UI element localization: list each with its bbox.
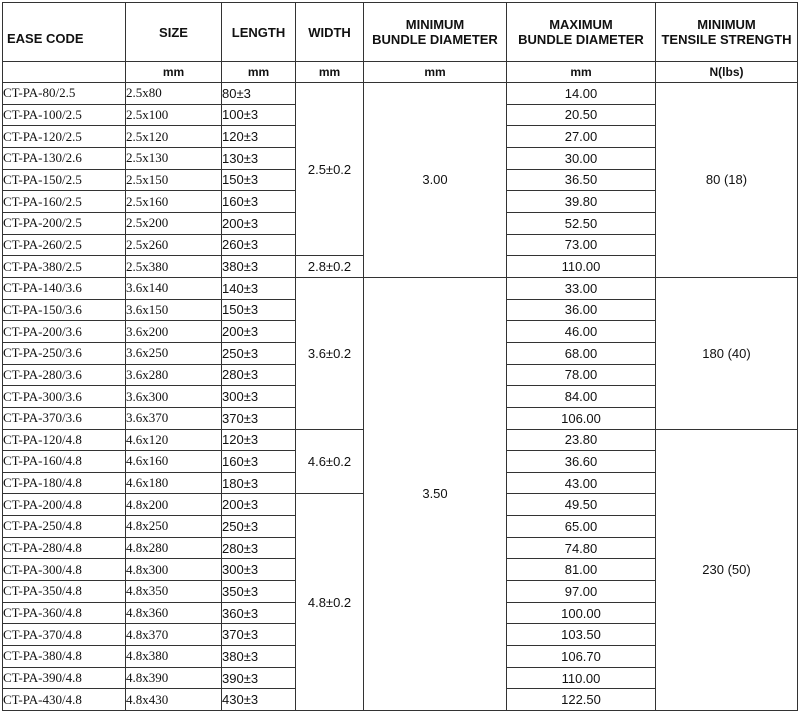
header-row [3,3,798,62]
row-max-bundle: 84.00 [507,386,656,408]
width-cell: 2.8±0.2 [296,256,364,278]
row-max-bundle: 100.00 [507,602,656,624]
row-size: 4.8x360 [126,602,222,624]
row-size: 2.5x120 [126,126,222,148]
row-length: 430±3 [222,689,296,711]
tensile-cell: 230 (50) [656,429,798,711]
row-max-bundle: 49.50 [507,494,656,516]
row-ease-code: CT-PA-430/4.8 [3,689,126,711]
row-max-bundle: 36.00 [507,299,656,321]
row-length: 200±3 [222,321,296,343]
row-length: 380±3 [222,256,296,278]
row-max-bundle: 78.00 [507,364,656,386]
row-max-bundle: 73.00 [507,234,656,256]
row-max-bundle: 39.80 [507,191,656,213]
table-row [3,83,798,105]
header-tensile-line1: MINIMUM [697,17,756,32]
row-length: 350±3 [222,581,296,603]
row-length: 280±3 [222,364,296,386]
row-length: 180±3 [222,472,296,494]
row-size: 2.5x100 [126,104,222,126]
tensile-cell: 180 (40) [656,277,798,429]
row-length: 140±3 [222,277,296,299]
row-length: 80±3 [222,83,296,105]
row-length: 160±3 [222,451,296,473]
row-ease-code: CT-PA-370/3.6 [3,407,126,429]
unit-min-bundle: mm [364,62,507,83]
row-length: 370±3 [222,407,296,429]
row-ease-code: CT-PA-350/4.8 [3,581,126,603]
row-max-bundle: 65.00 [507,516,656,538]
spec-table [2,2,798,711]
unit-width: mm [296,62,364,83]
row-length: 120±3 [222,126,296,148]
row-ease-code: CT-PA-280/3.6 [3,364,126,386]
header-length: LENGTH [222,3,296,62]
row-size: 2.5x260 [126,234,222,256]
row-size: 3.6x280 [126,364,222,386]
row-size: 4.6x120 [126,429,222,451]
row-ease-code: CT-PA-200/3.6 [3,321,126,343]
row-max-bundle: 97.00 [507,581,656,603]
row-length: 360±3 [222,602,296,624]
row-size: 3.6x250 [126,342,222,364]
row-length: 150±3 [222,169,296,191]
row-length: 370±3 [222,624,296,646]
header-min-bundle-line2: BUNDLE DIAMETER [372,32,498,47]
row-size: 4.8x390 [126,667,222,689]
row-length: 260±3 [222,234,296,256]
header-size: SIZE [126,3,222,62]
unit-size: mm [126,62,222,83]
header-max-bundle-line2: BUNDLE DIAMETER [518,32,644,47]
row-length: 390±3 [222,667,296,689]
header-tensile [656,3,798,62]
row-max-bundle: 106.70 [507,646,656,668]
header-max-bundle-line1: MAXIMUM [549,17,613,32]
row-ease-code: CT-PA-280/4.8 [3,537,126,559]
row-length: 200±3 [222,212,296,234]
row-ease-code: CT-PA-370/4.8 [3,624,126,646]
row-size: 2.5x80 [126,83,222,105]
row-ease-code: CT-PA-160/2.5 [3,191,126,213]
row-ease-code: CT-PA-140/3.6 [3,277,126,299]
row-max-bundle: 122.50 [507,689,656,711]
row-size: 4.8x350 [126,581,222,603]
row-max-bundle: 20.50 [507,104,656,126]
min-bundle-cell: 3.50 [364,277,507,710]
row-size: 2.5x160 [126,191,222,213]
row-size: 3.6x140 [126,277,222,299]
unit-length: mm [222,62,296,83]
row-size: 4.8x300 [126,559,222,581]
row-max-bundle: 46.00 [507,321,656,343]
row-length: 250±3 [222,516,296,538]
row-max-bundle: 36.50 [507,169,656,191]
row-ease-code: CT-PA-380/2.5 [3,256,126,278]
row-size: 4.8x250 [126,516,222,538]
row-ease-code: CT-PA-200/4.8 [3,494,126,516]
row-max-bundle: 81.00 [507,559,656,581]
row-ease-code: CT-PA-80/2.5 [3,83,126,105]
row-size: 2.5x130 [126,147,222,169]
row-ease-code: CT-PA-130/2.6 [3,147,126,169]
row-size: 3.6x150 [126,299,222,321]
unit-max-bundle: mm [507,62,656,83]
row-length: 250±3 [222,342,296,364]
row-ease-code: CT-PA-380/4.8 [3,646,126,668]
width-cell: 4.6±0.2 [296,429,364,494]
header-max-bundle [507,3,656,62]
tensile-cell: 80 (18) [656,83,798,278]
row-length: 200±3 [222,494,296,516]
row-size: 4.8x280 [126,537,222,559]
units-row [3,62,798,83]
min-bundle-cell: 3.00 [364,83,507,278]
header-min-bundle [364,3,507,62]
row-max-bundle: 74.80 [507,537,656,559]
row-max-bundle: 43.00 [507,472,656,494]
row-ease-code: CT-PA-180/4.8 [3,472,126,494]
table-body [3,83,798,711]
row-max-bundle: 106.00 [507,407,656,429]
row-size: 3.6x200 [126,321,222,343]
row-max-bundle: 23.80 [507,429,656,451]
row-ease-code: CT-PA-150/3.6 [3,299,126,321]
row-size: 2.5x380 [126,256,222,278]
row-length: 380±3 [222,646,296,668]
width-cell: 4.8±0.2 [296,494,364,711]
row-ease-code: CT-PA-120/2.5 [3,126,126,148]
row-length: 300±3 [222,559,296,581]
row-length: 300±3 [222,386,296,408]
row-length: 120±3 [222,429,296,451]
row-size: 4.8x200 [126,494,222,516]
row-ease-code: CT-PA-260/2.5 [3,234,126,256]
header-min-bundle-line1: MINIMUM [405,17,465,32]
row-max-bundle: 33.00 [507,277,656,299]
row-length: 280±3 [222,537,296,559]
row-size: 3.6x300 [126,386,222,408]
row-size: 4.8x380 [126,646,222,668]
row-ease-code: CT-PA-160/4.8 [3,451,126,473]
row-size: 4.6x180 [126,472,222,494]
width-cell: 3.6±0.2 [296,277,364,429]
row-max-bundle: 52.50 [507,212,656,234]
row-length: 130±3 [222,147,296,169]
row-max-bundle: 14.00 [507,83,656,105]
row-size: 4.6x160 [126,451,222,473]
row-ease-code: CT-PA-390/4.8 [3,667,126,689]
row-max-bundle: 30.00 [507,147,656,169]
unit-tensile: N(lbs) [656,62,798,83]
row-ease-code: CT-PA-300/4.8 [3,559,126,581]
row-max-bundle: 27.00 [507,126,656,148]
row-size: 4.8x370 [126,624,222,646]
row-ease-code: CT-PA-300/3.6 [3,386,126,408]
row-ease-code: CT-PA-250/3.6 [3,342,126,364]
header-ease-code: EASE CODE [3,3,126,62]
header-width: WIDTH [296,3,364,62]
row-max-bundle: 68.00 [507,342,656,364]
row-ease-code: CT-PA-200/2.5 [3,212,126,234]
row-max-bundle: 36.60 [507,451,656,473]
header-tensile-line2: TENSILE STRENGTH [661,32,792,47]
row-length: 100±3 [222,104,296,126]
row-size: 3.6x370 [126,407,222,429]
row-ease-code: CT-PA-250/4.8 [3,516,126,538]
row-size: 2.5x150 [126,169,222,191]
row-size: 4.8x430 [126,689,222,711]
row-length: 150±3 [222,299,296,321]
row-max-bundle: 103.50 [507,624,656,646]
row-ease-code: CT-PA-360/4.8 [3,602,126,624]
row-ease-code: CT-PA-100/2.5 [3,104,126,126]
table-row [3,277,798,299]
row-ease-code: CT-PA-120/4.8 [3,429,126,451]
row-max-bundle: 110.00 [507,256,656,278]
row-max-bundle: 110.00 [507,667,656,689]
row-length: 160±3 [222,191,296,213]
row-ease-code: CT-PA-150/2.5 [3,169,126,191]
width-cell: 2.5±0.2 [296,83,364,256]
unit-code-blank [3,62,126,83]
row-size: 2.5x200 [126,212,222,234]
